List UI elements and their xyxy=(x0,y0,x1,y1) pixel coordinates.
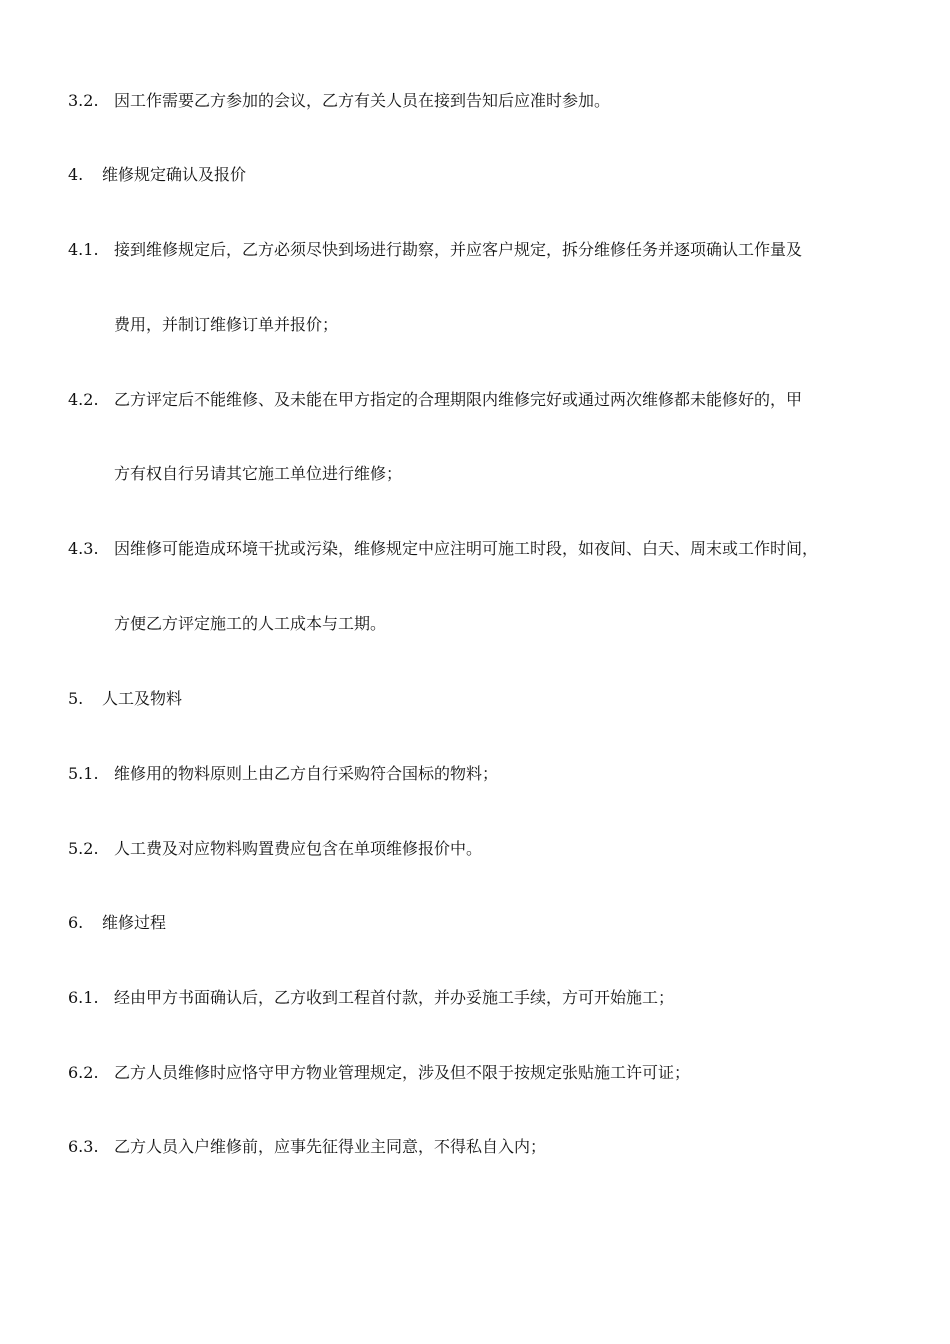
clause-4-2-continuation xyxy=(114,463,402,485)
clause-text: 因工作需要乙方参加的会议，乙方有关人员在接到告知后应准时参加。 xyxy=(114,91,611,110)
clause-number: 4.3. xyxy=(68,539,99,558)
clause-6-3 xyxy=(68,1136,546,1158)
clause-5-1 xyxy=(68,763,498,785)
clause-text: 经由甲方书面确认后，乙方收到工程首付款，并办妥施工手续，方可开始施工； xyxy=(114,988,675,1007)
clause-number: 4.2. xyxy=(68,390,99,409)
clause-number: 4.1. xyxy=(68,240,99,259)
clause-4-3 xyxy=(68,538,818,560)
clause-text: 维修用的物料原则上由乙方自行采购符合国标的物料； xyxy=(114,764,499,783)
clause-text: 乙方人员维修时应恪守甲方物业管理规定，涉及但不限于按规定张贴施工许可证； xyxy=(114,1063,691,1082)
section-title: 维修过程 xyxy=(102,913,167,932)
clause-3-2 xyxy=(68,90,610,112)
clause-text: 方有权自行另请其它施工单位进行维修； xyxy=(114,464,403,483)
clause-text: 费用，并制订维修订单并报价； xyxy=(114,315,339,334)
clause-6-1 xyxy=(68,987,674,1009)
section-number: 5. xyxy=(68,689,84,708)
clause-4-3-continuation xyxy=(114,613,386,635)
clause-text: 接到维修规定后，乙方必须尽快到场进行勘察，并应客户规定，拆分维修任务并逐项确认工作量及 xyxy=(114,240,803,259)
section-title: 维修规定确认及报价 xyxy=(102,165,247,184)
clause-text: 乙方评定后不能维修、及未能在甲方指定的合理期限内维修完好或通过两次维修都未能修好的，甲 xyxy=(114,390,803,409)
clause-4-1-continuation xyxy=(114,314,338,336)
clause-number: 3.2. xyxy=(68,91,99,110)
section-title: 人工及物料 xyxy=(102,689,183,708)
clause-6-2 xyxy=(68,1062,690,1084)
clause-text: 乙方人员入户维修前，应事先征得业主同意，不得私自入内； xyxy=(114,1137,547,1156)
section-5-heading xyxy=(68,688,182,710)
clause-number: 6.1. xyxy=(68,988,99,1007)
clause-number: 5.1. xyxy=(68,764,99,783)
clause-5-2 xyxy=(68,838,482,860)
clause-text: 方便乙方评定施工的人工成本与工期。 xyxy=(114,614,387,633)
clause-4-1 xyxy=(68,239,802,261)
clause-number: 6.2. xyxy=(68,1063,99,1082)
section-6-heading xyxy=(68,912,166,934)
section-number: 6. xyxy=(68,913,84,932)
section-4-heading xyxy=(68,164,246,186)
clause-text: 人工费及对应物料购置费应包含在单项维修报价中。 xyxy=(114,839,483,858)
clause-number: 6.3. xyxy=(68,1137,99,1156)
section-number: 4. xyxy=(68,165,84,184)
clause-text: 因维修可能造成环境干扰或污染，维修规定中应注明可施工时段，如夜间、白天、周末或工作时间， xyxy=(114,539,819,558)
clause-4-2 xyxy=(68,389,802,411)
clause-number: 5.2. xyxy=(68,839,99,858)
